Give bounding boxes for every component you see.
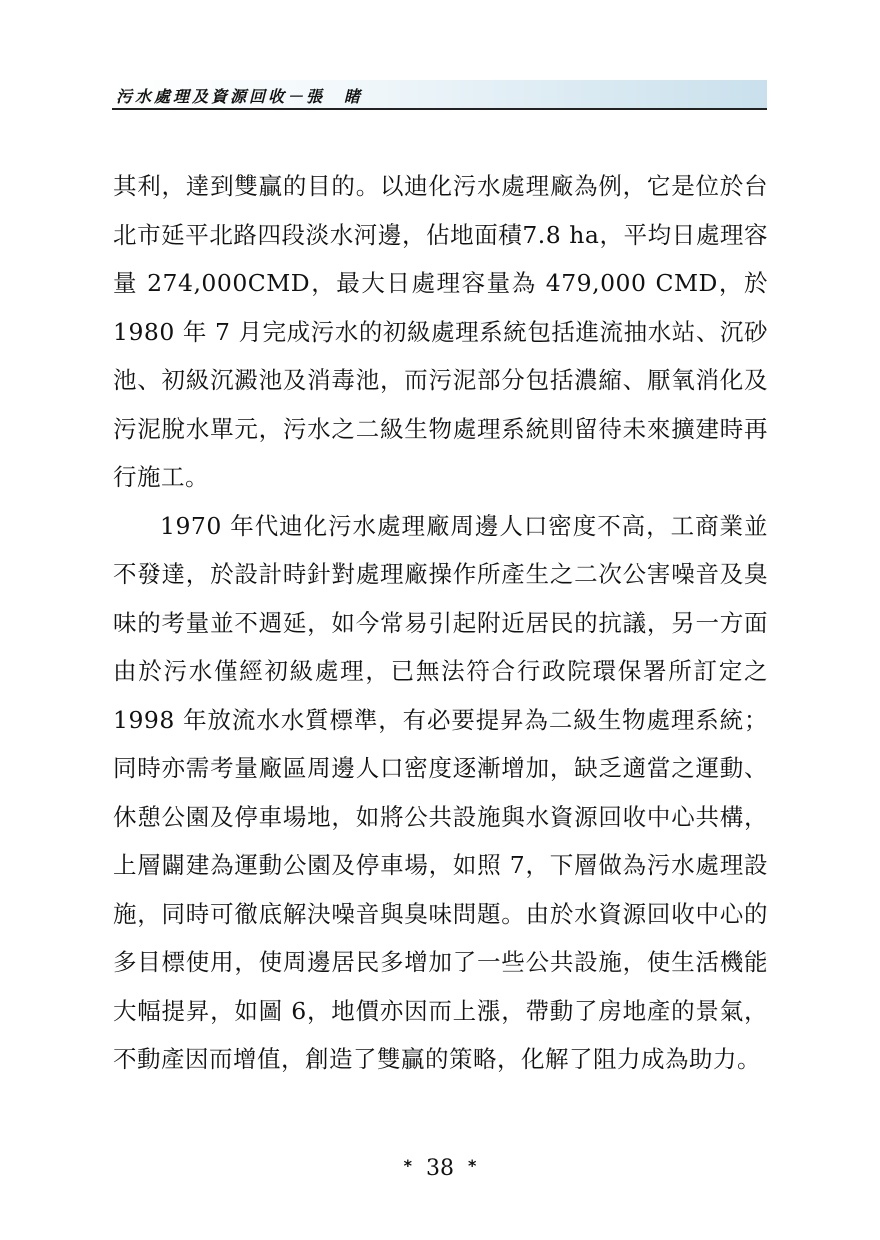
- paragraph-2: 1970 年代迪化污水處理廠周邊人口密度不高，工商業並不發達，於設計時針對處理廠操作所產生之二次公害噪音及臭味的考量並不週延，如今常易引起附近居民的抗議，另一方面由於污水僅經初級處理，已無法符合行政院環保署所訂定之 1998 年放流水水質標準，有必要提昇為二級生物處理系統；同時亦需考量廠區周邊人口密度逐漸增加，缺乏適當之運動、休憩公園及停車場地，如將公共設施與水資源回收中心共構，上層闢建為運動公園及停車場，如照 7，下層做為污水處理設施，同時可徹底解決噪音與臭味問題。由於水資源回收中心的多目標使用，使周邊居民多增加了一些公共設施，使生活機能大幅提昇，如圖 6，地價亦因而上漲，帶動了房地產的景氣，不動產因而增值，創造了雙贏的策略，化解了阻力成為助力。: [113, 511, 768, 1073]
- footer-star-left-icon: *: [403, 1156, 412, 1175]
- footer-star-right-icon: *: [468, 1156, 477, 1175]
- body-text: [113, 162, 768, 1084]
- page-footer: [0, 1156, 880, 1181]
- page-number: 38: [426, 1156, 454, 1181]
- running-header: [112, 80, 767, 110]
- paragraph-1: 其利，達到雙贏的目的。以迪化污水處理廠為例，它是位於台北市延平北路四段淡水河邊，佔地面積7.8 ha，平均日處理容量 274,000CMD，最大日處理容量為 479,000 CMD，於1980 年 7 月完成污水的初級處理系統包括進流抽水站、沉砂池、初級沉澱池及消毒池，而污泥部分包括濃縮、厭氧消化及污泥脫水單元，污水之二級生物處理系統則留待未來擴建時再行施工。: [113, 172, 768, 491]
- running-header-title: 污水處理及資源回收－張 睹: [116, 87, 364, 106]
